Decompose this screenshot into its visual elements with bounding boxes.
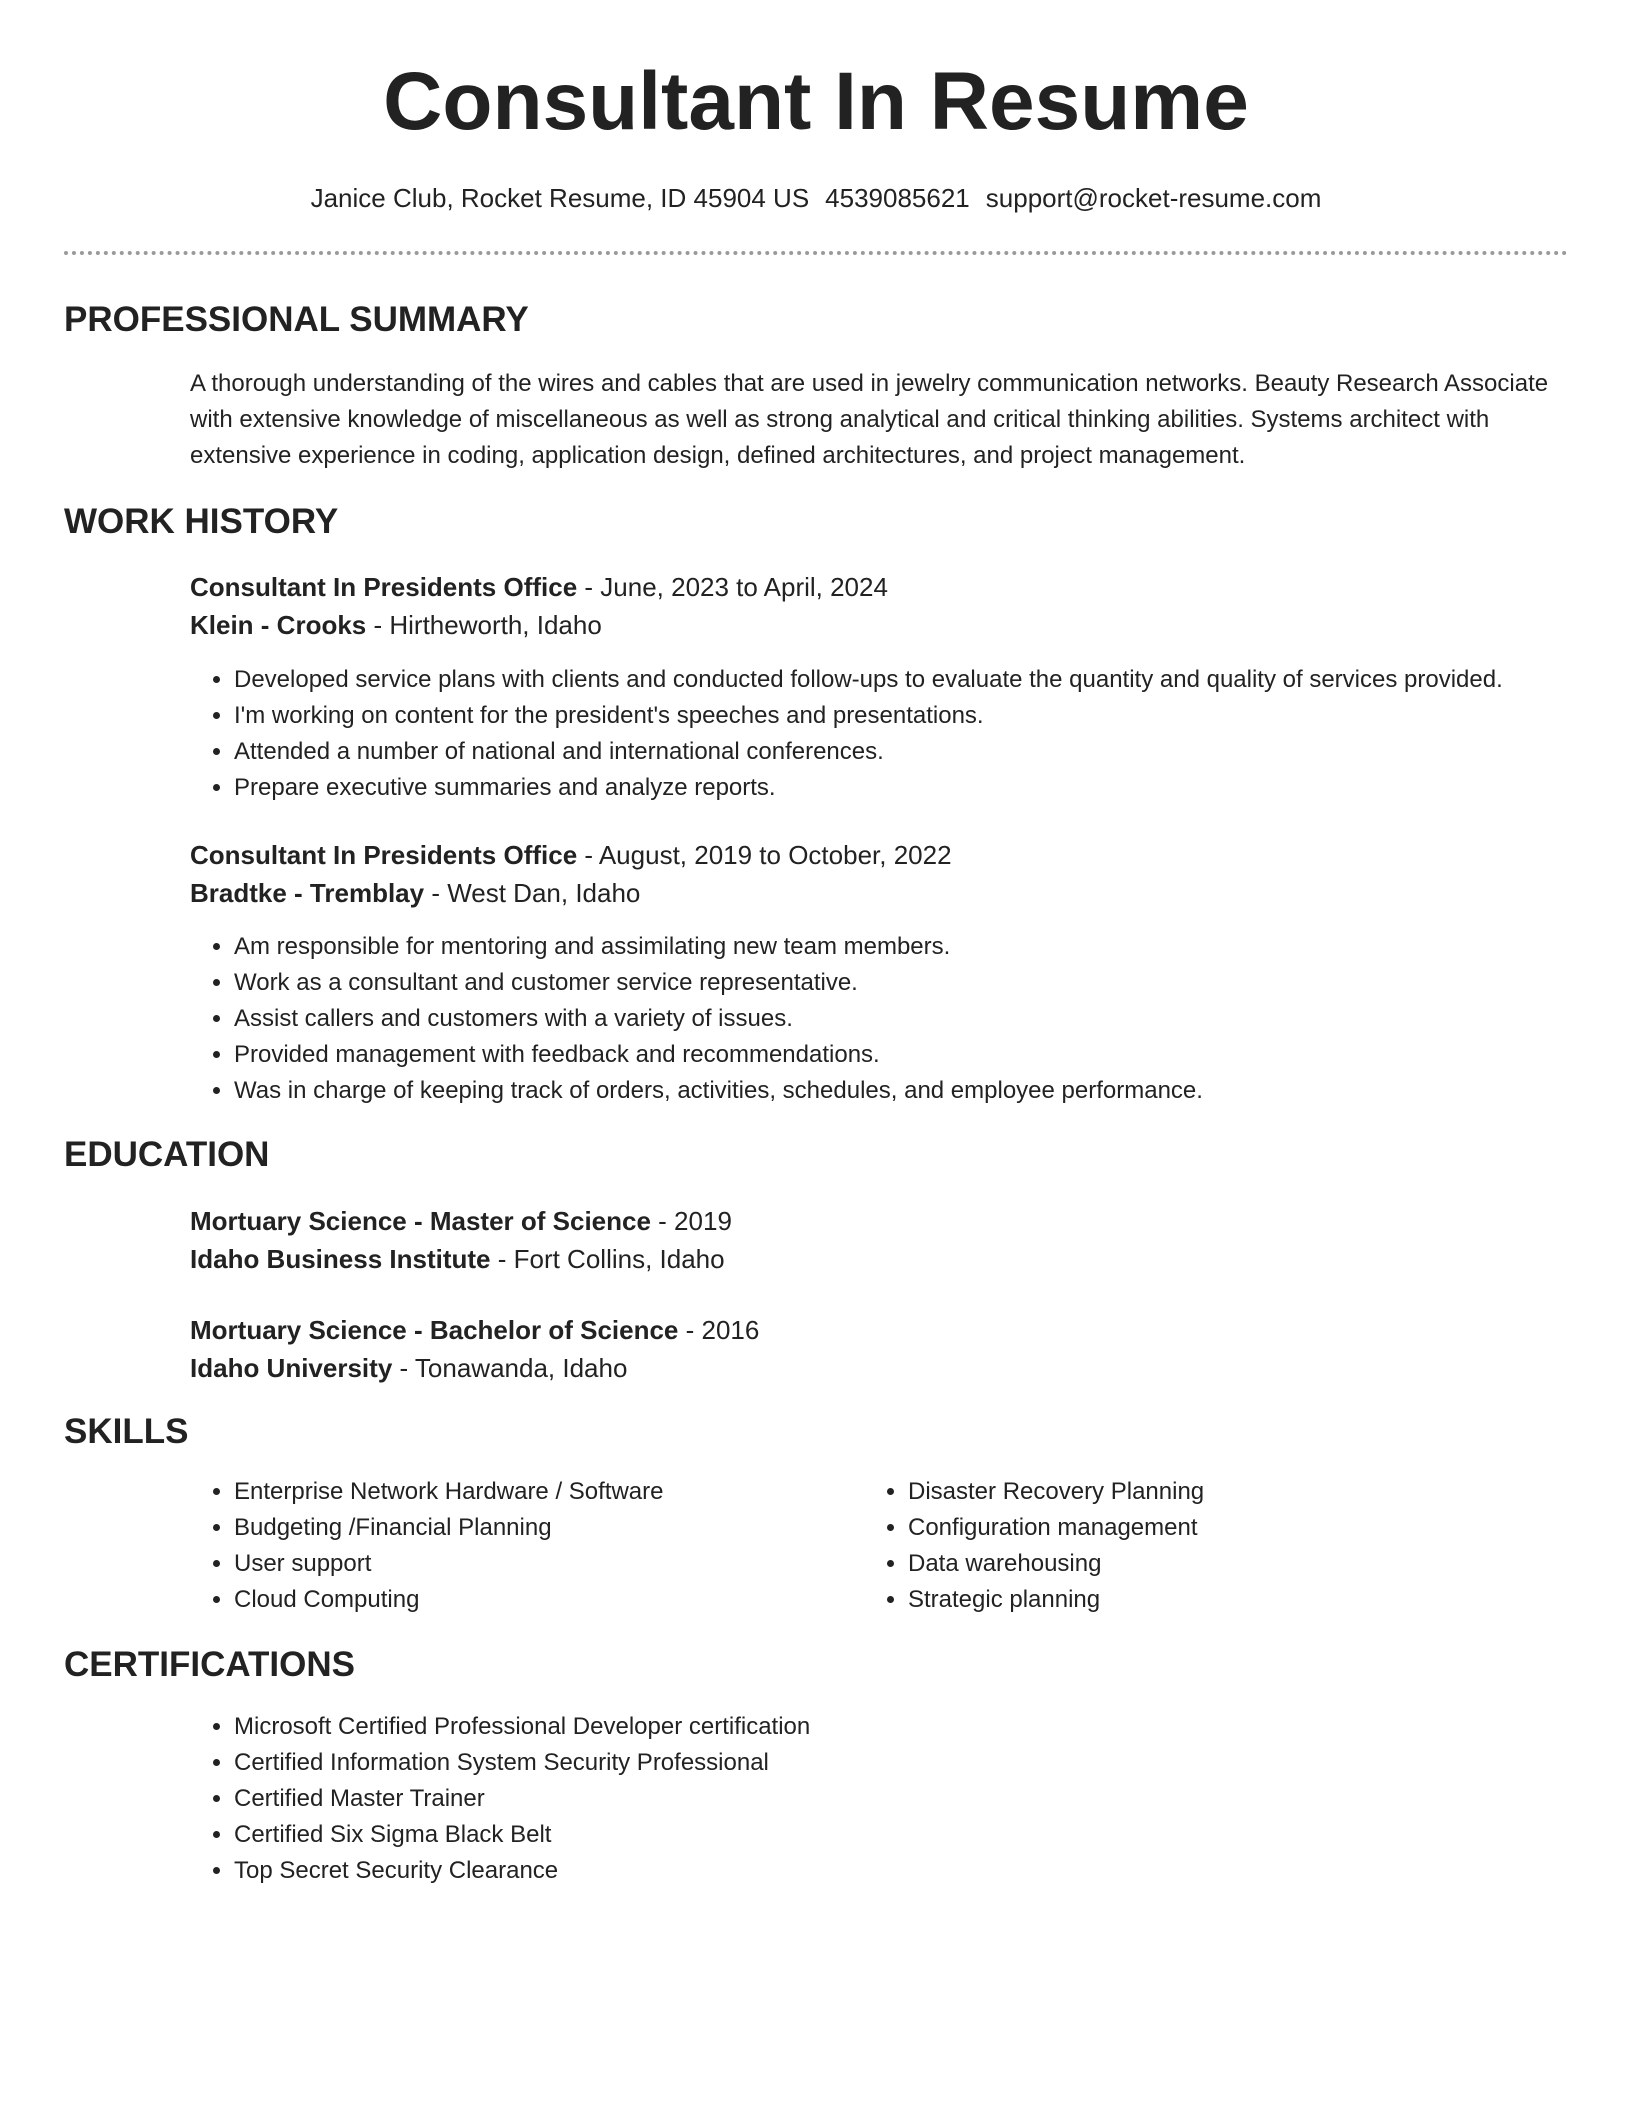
school-name: Idaho Business Institute [190,1244,491,1274]
work-entry-1-heading [190,568,1570,606]
list-item: • I'm working on content for the president's speeches and presentations. [234,698,1632,734]
resume-name: Consultant In Resume [383,56,1249,147]
list-item: • Strategic planning [908,1582,1548,1618]
section-title-education: EDUCATION [64,1135,270,1174]
school-location: - Fort Collins, Idaho [490,1244,725,1274]
company-location: - Hirtheworth, Idaho [366,610,602,640]
degree-year: - 2016 [678,1315,760,1345]
school-location: - Tonawanda, Idaho [392,1353,628,1383]
contact-phone: 4539085621 [825,183,970,213]
list-item: • Disaster Recovery Planning [908,1474,1548,1510]
work-entry-1-company [190,606,1570,644]
list-item: • User support [234,1546,874,1582]
skills-list-right [864,1474,1548,1618]
list-item: • Attended a number of national and international conferences. [234,734,1632,770]
list-item: • Data warehousing [908,1546,1548,1582]
list-item: • Certified Master Trainer [234,1781,1632,1817]
contact-address: Janice Club, Rocket Resume, ID 45904 US [310,183,810,213]
list-item: • Microsoft Certified Professional Developer certification [234,1709,1632,1745]
work-entry-2-company [190,874,1570,912]
list-item: • Budgeting /Financial Planning [234,1510,874,1546]
certifications-list [190,1709,1632,1889]
section-title-certifications: CERTIFICATIONS [64,1645,356,1684]
list-item: • Top Secret Security Clearance [234,1853,1632,1889]
work-entry-1-bullets [190,662,1632,806]
list-item: • Cloud Computing [234,1582,874,1618]
degree-year: - 2019 [650,1206,732,1236]
section-title-skills: SKILLS [64,1412,189,1451]
list-item: • Am responsible for mentoring and assimilating new team members. [234,929,1632,965]
job-dates: - June, 2023 to April, 2024 [577,572,888,602]
list-item: • Certified Six Sigma Black Belt [234,1817,1632,1853]
contact-line [0,178,1632,218]
summary-text: A thorough understanding of the wires and cables that are used in jewelry communication networks. Beauty Research Associate with extensive knowledge of miscellaneous as well as strong analytical and critical thinking abilities. Systems architect with extensive experience in coding, application design, defined architectures, and project management. [190,370,1549,469]
list-item: • Provided management with feedback and recommendations. [234,1037,1632,1073]
degree-name: Mortuary Science - Bachelor of Science [190,1315,679,1345]
job-title: Consultant In Presidents Office [190,840,578,870]
school-name: Idaho University [190,1353,393,1383]
list-item: • Prepare executive summaries and analyze reports. [234,770,1632,806]
list-item: • Work as a consultant and customer service representative. [234,965,1632,1001]
degree-name: Mortuary Science - Master of Science [190,1206,651,1236]
skills-list-left [190,1474,874,1618]
work-entry-2-bullets [190,929,1632,1109]
list-item: • Certified Information System Security Professional [234,1745,1632,1781]
work-entry-2-heading [190,836,1570,874]
education-entry-2-heading [190,1311,1570,1349]
education-entry-1-school [190,1240,1570,1278]
job-title: Consultant In Presidents Office [190,572,578,602]
education-entry-2-school [190,1349,1570,1387]
list-item: • Configuration management [908,1510,1548,1546]
list-item: • Assist callers and customers with a variety of issues. [234,1001,1632,1037]
section-title-summary: PROFESSIONAL SUMMARY [64,300,529,339]
list-item: • Developed service plans with clients and conducted follow-ups to evaluate the quantity and quality of services provided. [234,662,1632,698]
contact-email: support@rocket-resume.com [985,183,1322,213]
list-item: • Was in charge of keeping track of orders, activities, schedules, and employee performance. [234,1073,1632,1109]
company-name: Bradtke - Tremblay [190,878,425,908]
education-entry-1-heading [190,1202,1570,1240]
section-title-work: WORK HISTORY [64,502,339,541]
company-name: Klein - Crooks [190,610,367,640]
job-dates: - August, 2019 to October, 2022 [577,840,952,870]
company-location: - West Dan, Idaho [424,878,641,908]
list-item: • Enterprise Network Hardware / Software [234,1474,874,1510]
header-divider [64,251,1568,255]
